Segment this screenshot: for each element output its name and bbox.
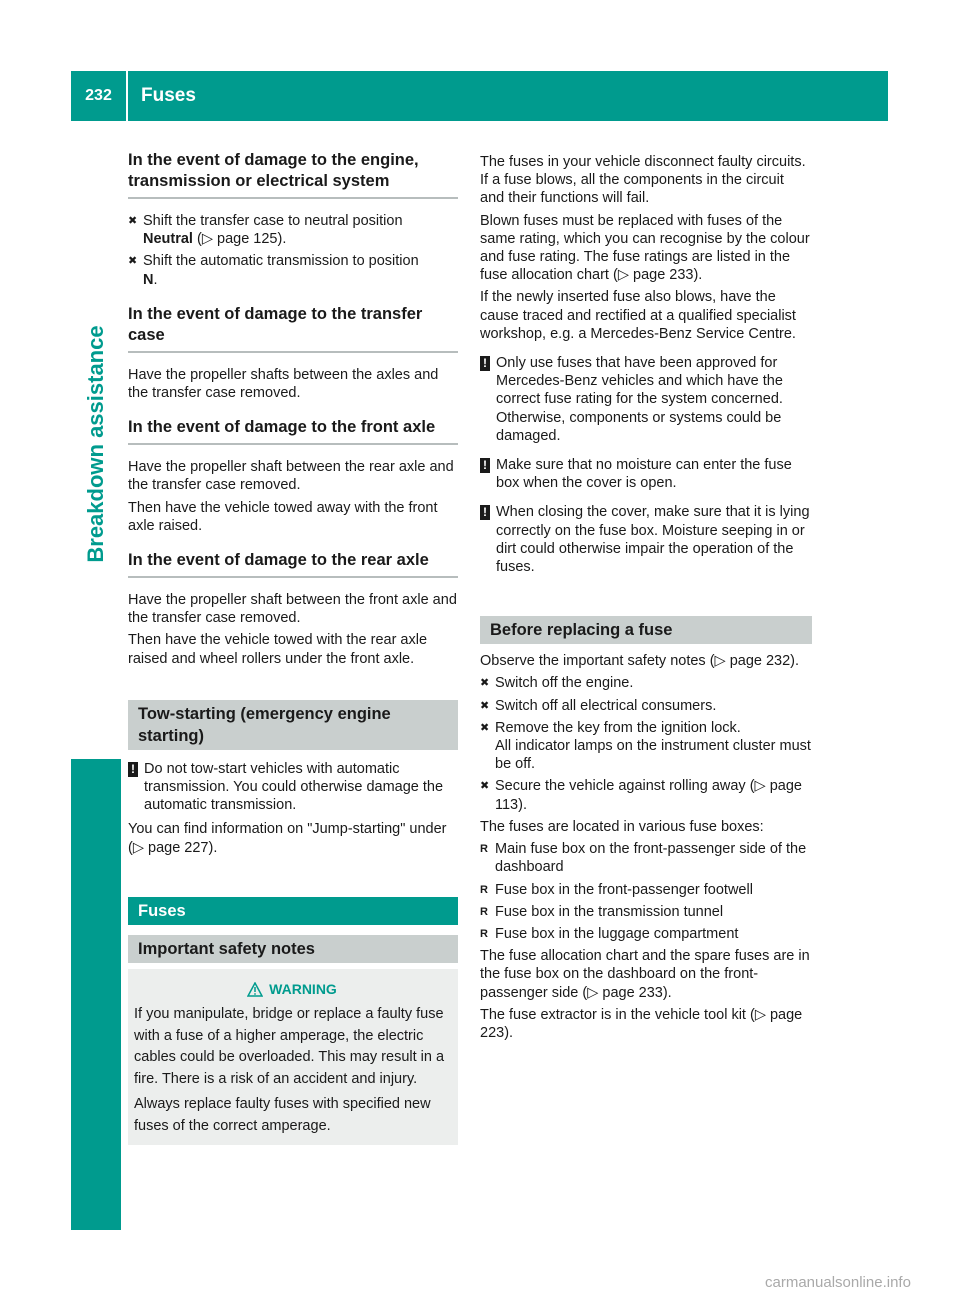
arrow-step-icon: ✖	[480, 699, 490, 712]
warning-box	[128, 969, 458, 1146]
paragraph: Then have the vehicle towed with the rear axle raised and wheel rollers under the front axle.	[128, 632, 428, 667]
caution-note: ! Only use fuses that have been approved for Mercedes-Benz vehicles and which have the correct fuse rating for the system concerned. Otherwise, components or systems could be damaged.	[480, 354, 812, 445]
page-number: 232	[85, 87, 112, 104]
paragraph: Have the propeller shaft between the front axle and the transfer case removed.	[128, 592, 457, 627]
side-tab	[71, 129, 121, 759]
warning-text: Always replace faulty fuses with specified new fuses of the correct amperage.	[134, 1096, 431, 1134]
heading-before-replacing-fuse: Before replacing a fuse	[480, 616, 812, 644]
list-item: R Main fuse box on the front-passenger side of the dashboard	[480, 841, 807, 876]
step-item: ✖ Switch off the engine.	[480, 675, 634, 692]
step-item: ✖ Switch off all electrical consumers.	[480, 697, 717, 714]
warning-label: WARNING	[269, 980, 337, 997]
paragraph: Blown fuses must be replaced with fuses of the same rating, which you can recognise by the colour and fuse rating. The fuse ratings are listed in the fuse allocation chart (▷ page 233).	[480, 212, 810, 284]
side-tab-label: Breakdown assistance	[83, 325, 108, 563]
warning-title	[134, 979, 450, 1001]
caution-note: ! When closing the cover, make sure that it is lying correctly on the fuse box. Moisture seeping in or dirt could otherwise impair the operation of the fuses.	[480, 503, 812, 576]
heading-transfer-case-damage: In the event of damage to the transfer case	[128, 304, 458, 353]
paragraph: The fuses are located in various fuse boxes:	[480, 818, 764, 835]
warning-text: If you manipulate, bridge or replace a faulty fuse with a fuse of a higher amperage, the electric cables could be overloaded. This may result in a fire. There is a risk of an accident and injury.	[134, 1006, 445, 1087]
step-item: ✖ Secure the vehicle against rolling away (▷ page 113).	[480, 778, 802, 813]
exclamation-icon: !	[480, 356, 490, 371]
heading-rear-axle-damage: In the event of damage to the rear axle	[128, 550, 458, 578]
caution-note: ! Do not tow-start vehicles with automatic transmission. You could otherwise damage the automatic transmission.	[128, 760, 458, 815]
arrow-step-icon: ✖	[128, 255, 138, 268]
list-item: R Fuse box in the luggage compartment	[480, 925, 739, 942]
heading-fuses: Fuses	[128, 897, 458, 925]
arrow-step-icon: ✖	[480, 677, 490, 690]
paragraph: You can find information on "Jump-starting" under (▷ page 227).	[128, 821, 447, 856]
paragraph: Have the propeller shaft between the rear axle and the transfer case removed.	[128, 459, 454, 494]
left-column	[128, 150, 458, 1145]
paragraph: The fuse allocation chart and the spare fuses are in the fuse box on the dashboard on the front-passenger side (▷ page 233).	[480, 948, 810, 1001]
step-item: ✖ Shift the transfer case to neutral position Neutral (▷ page 125).	[128, 213, 403, 248]
right-column	[480, 153, 812, 1046]
paragraph: The fuses in your vehicle disconnect faulty circuits. If a fuse blows, all the components in the circuit and their functions will fail.	[480, 154, 806, 207]
arrow-step-icon: ✖	[480, 780, 490, 793]
paragraph: If the newly inserted fuse also blows, have the cause traced and rectified at a qualified specialist workshop, e.g. a Mercedes-Benz Service Centre.	[480, 289, 796, 342]
keyword-neutral: Neutral	[143, 231, 193, 248]
paragraph: Have the propeller shafts between the axles and the transfer case removed.	[128, 366, 439, 402]
watermark: carmanualsonline.info	[765, 1274, 911, 1291]
section-title: Fuses	[141, 85, 196, 106]
step-item: ✖ Remove the key from the ignition lock. All indicator lamps on the instrument cluster must be off.	[480, 719, 811, 773]
heading-front-axle-damage: In the event of damage to the front axle	[128, 417, 458, 445]
step-item: ✖ Shift the automatic transmission to position N.	[128, 253, 419, 288]
warning-triangle-icon	[247, 982, 263, 997]
exclamation-icon: !	[480, 458, 490, 473]
arrow-step-icon: ✖	[480, 721, 490, 734]
exclamation-icon: !	[480, 505, 490, 520]
arrow-step-icon: ✖	[128, 215, 138, 227]
exclamation-icon: !	[128, 762, 138, 777]
page-reference[interactable]: (▷ page 125).	[197, 231, 287, 248]
caution-note: ! Make sure that no moisture can enter the fuse box when the cover is open.	[480, 456, 812, 492]
side-tab-block	[71, 759, 121, 1230]
list-item: R Fuse box in the front-passenger footwell	[480, 881, 753, 898]
heading-engine-damage: In the event of damage to the engine, transmission or electrical system	[128, 150, 458, 199]
page-header	[71, 71, 888, 121]
paragraph: Observe the important safety notes (▷ page 232).	[480, 653, 800, 670]
bullet-icon: R	[480, 883, 488, 896]
header-divider	[126, 71, 128, 121]
list-item: R Fuse box in the transmission tunnel	[480, 903, 724, 920]
heading-tow-starting: Tow-starting (emergency engine starting)	[128, 700, 458, 750]
paragraph: Then have the vehicle towed away with the front axle raised.	[128, 499, 438, 534]
bullet-icon: R	[480, 843, 488, 856]
heading-important-safety-notes: Important safety notes	[128, 935, 458, 963]
bullet-icon: R	[480, 927, 488, 940]
bullet-icon: R	[480, 905, 488, 918]
keyword-n: N	[143, 271, 154, 288]
paragraph: The fuse extractor is in the vehicle tool kit (▷ page 223).	[480, 1006, 803, 1041]
